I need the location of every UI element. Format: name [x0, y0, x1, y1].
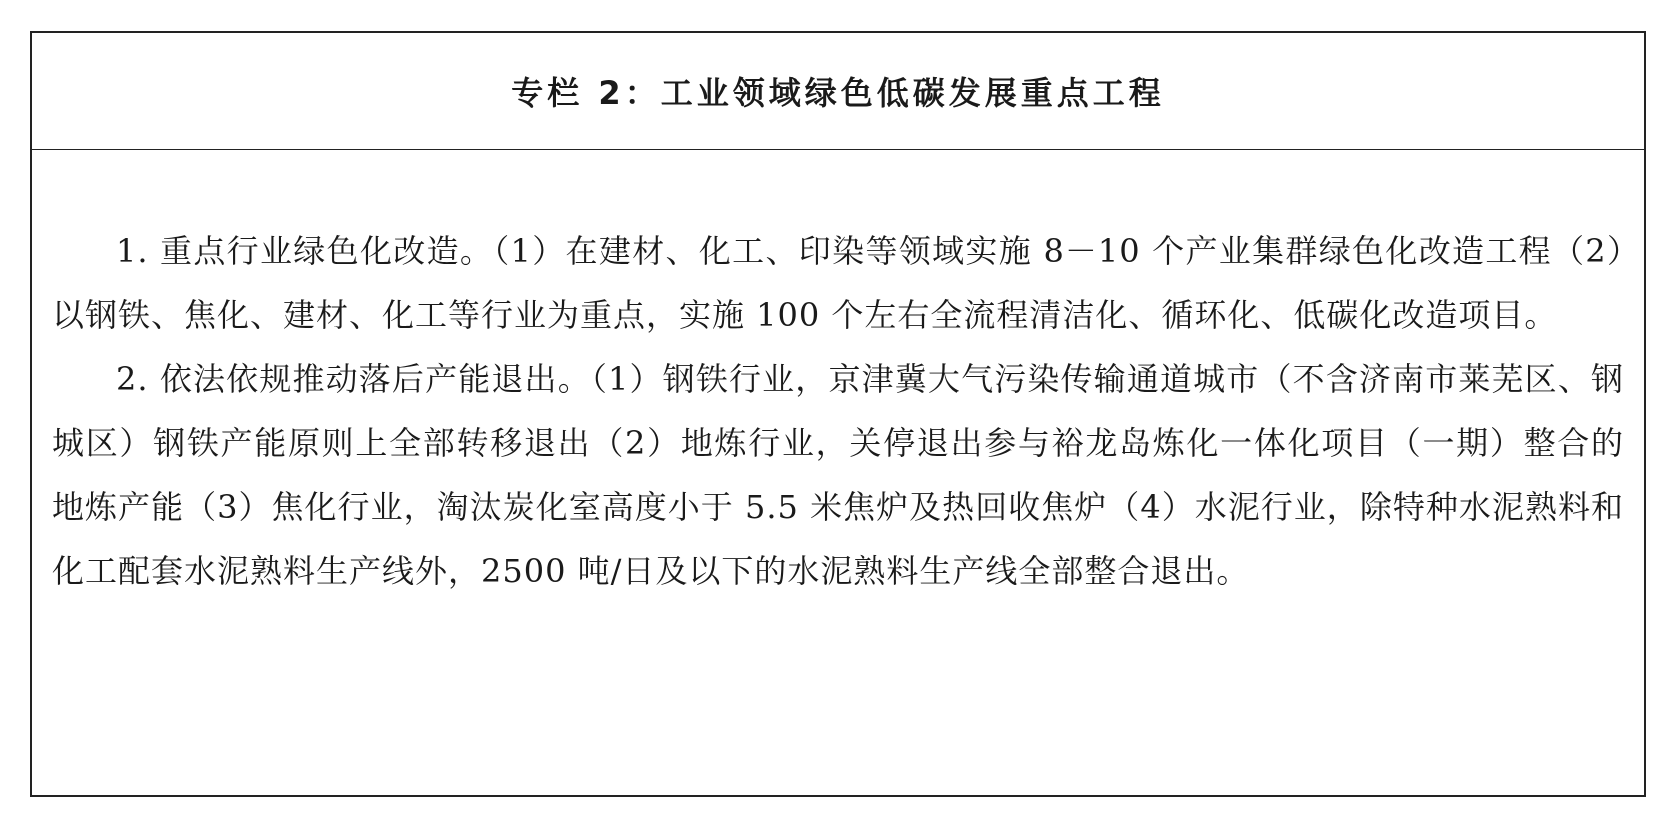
- box-body: [52, 219, 1624, 603]
- paragraph-1: 1. 重点行业绿色化改造。（1）在建材、化工、印染等领域实施 8－10 个产业集群绿色化改造工程（2）以钢铁、焦化、建材、化工等行业为重点，实施 100 个左右全流程清洁化、循环化、低碳化改造项目。: [52, 232, 1624, 334]
- paragraph-2: 2. 依法依规推动落后产能退出。（1）钢铁行业，京津冀大气污染传输通道城市（不含济南市莱芜区、钢城区）钢铁产能原则上全部转移退出（2）地炼行业，关停退出参与裕龙岛炼化一体化项目（一期）整合的地炼产能（3）焦化行业，淘汰炭化室高度小于 5.5 米焦炉及热回收焦炉（4）水泥行业，除特种水泥熟料和化工配套水泥熟料生产线外，2500 吨/日及以下的水泥熟料生产线全部整合退出。: [52, 360, 1624, 590]
- feature-box: [30, 31, 1646, 797]
- box-header: [32, 33, 1644, 150]
- box-title: 专栏 2：工业领域绿色低碳发展重点工程: [511, 74, 1165, 112]
